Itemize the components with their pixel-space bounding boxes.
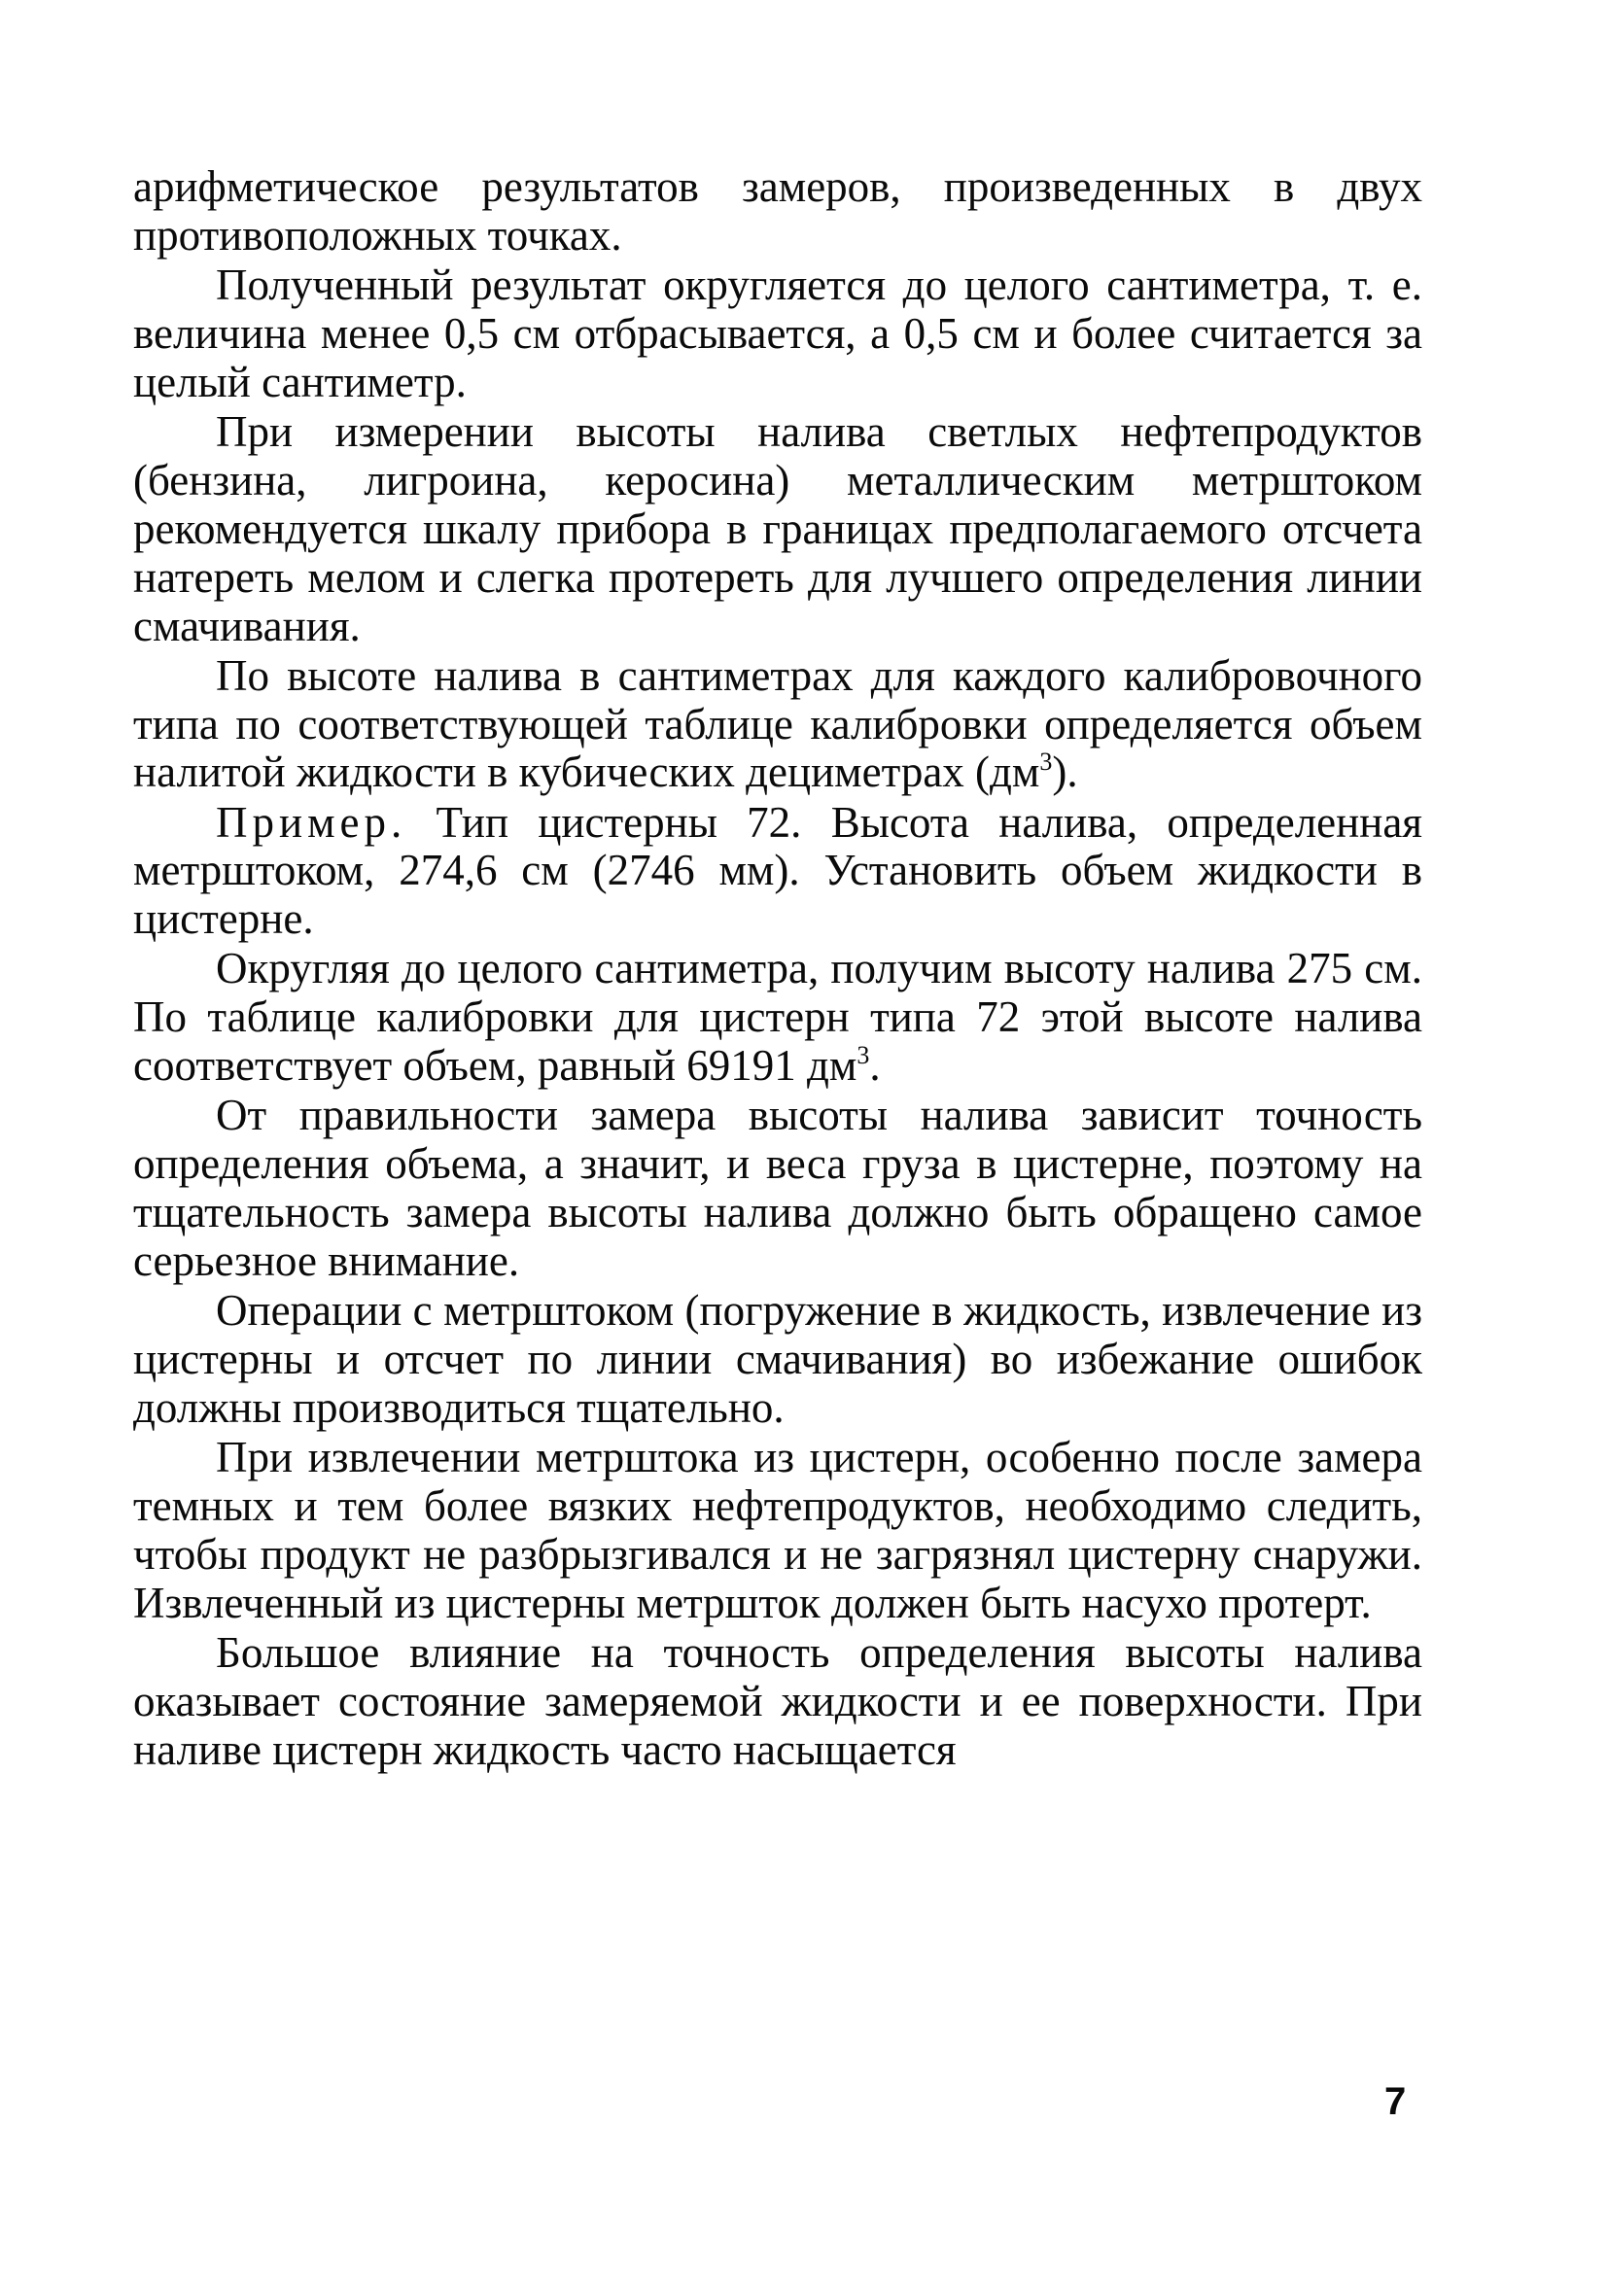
page-number: 7	[1384, 2080, 1407, 2123]
superscript: 3	[1039, 748, 1053, 777]
superscript: 3	[856, 1041, 870, 1070]
paragraph-text: Округляя до целого сантиметра, получим высоту налива 275 см. По таблице калибровки для цистерн типа 72 этой высоте налива соответствует объем, равный 69191 дм	[133, 944, 1422, 1091]
paragraph-text: .	[869, 1041, 881, 1091]
paragraph-rounding: Полученный результат округляется до целого сантиметра, т. е. величина менее 0,5 см отбрасывается, а 0,5 см и более считается за целый сантиметр.	[133, 261, 1422, 406]
paragraph-accuracy: От правильности замера высоты налива зависит точность определения объема, а значит, и веса груза в цистерне, поэтому на тщательность замера высоты налива должно быть обращено самое серьезное внимание.	[133, 1091, 1422, 1286]
paragraph-continuation: арифметическое результатов замеров, произведенных в двух противоположных точках.	[133, 162, 1422, 260]
paragraph-operations: Операции с метрштоком (погружение в жидкость, извлечение из цистерны и отсчет по линии смачивания) во избежание ошибок должны производиться тщательно.	[133, 1286, 1422, 1432]
paragraph-example	[133, 799, 1422, 945]
paragraph-liquid-state: Большое влияние на точность определения высоты налива оказывает состояние замеряемой жидкости и ее поверхности. При наливе цистерн жидкость часто насыщается	[133, 1627, 1422, 1774]
paragraph-text: По высоте налива в сантиметрах для каждого калибровочного типа по соответствующей таблице калибровки определяется объем налитой жидкости в кубических дециметрах (дм	[133, 650, 1422, 797]
paragraph-extraction: При извлечении метрштока из цистерн, особенно после замера темных и тем более вязких нефтепродуктов, необходимо следить, чтобы продукт не разбрызгивался и не загрязнял цистерну снаружи. Извлеченный из цистерны метршток должен быть насухо протерт.	[133, 1433, 1422, 1627]
example-label: Пример.	[216, 797, 407, 847]
paragraph-text: ).	[1052, 748, 1078, 797]
paragraph-text: Тип цистерны 72. Высота налива, определенная метрштоком, 274,6 см (2746 мм). Установить объем жидкости в цистерне.	[133, 797, 1422, 944]
body-text	[133, 163, 1422, 1776]
paragraph-light-products: При измерении высоты налива светлых нефтепродуктов (бензина, лигроина, керосина) металлическим метрштоком рекомендуется шкалу прибора в границах предполагаемого отсчета натереть мелом и слегка протереть для лучшего определения линии смачивания.	[133, 406, 1422, 650]
paragraph-example-result	[133, 945, 1422, 1091]
paragraph-volume-lookup	[133, 652, 1422, 798]
